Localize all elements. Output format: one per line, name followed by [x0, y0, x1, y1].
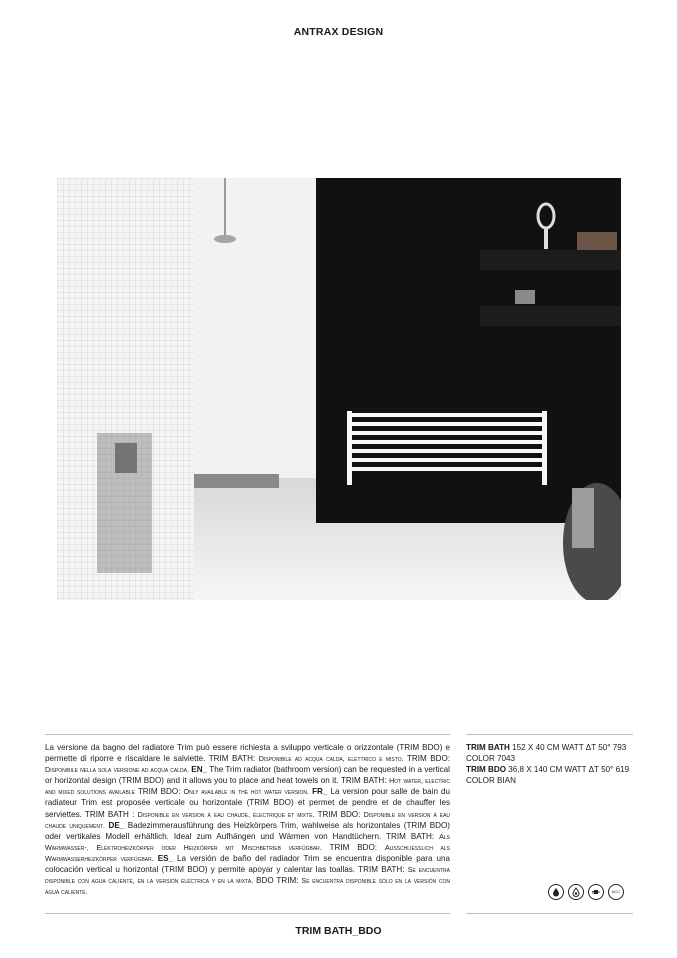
spec-name: TRIM BDO — [466, 765, 507, 775]
water-drop-icon — [548, 884, 564, 900]
spec-detail: 152 X 40 CM WATT ΔT 50° 793 COLOR 7043 — [466, 743, 627, 764]
text-fr-sc2: Disponible en version à eau chaude uniquement. — [45, 809, 451, 830]
text-fr-sc1: Disponible en version à eau chaude, électrique et mixte. — [137, 809, 315, 819]
divider-top-right — [466, 734, 633, 735]
text-es-sc2: Se encuentra disponible sólo en la versión con agua caliente. — [45, 876, 450, 897]
feature-icons — [548, 884, 624, 900]
text-fr: La version pour salle de bain du radiateur Trim est proposée verticale ou horizontale (TRIM BDO) et permet de pendre et de chauffer les serviettes. TRIM BATH : — [45, 787, 451, 819]
brand-title: ANTRAX DESIGN — [293, 26, 384, 38]
hot-water-icon — [568, 884, 584, 900]
spec-item — [466, 764, 646, 786]
text-en: The Trim radiator (bathroom version) can be requested in a vertical or horizontal design (TRIM BDO) and it allows you to place and heat towels on it. TRIM BATH: — [45, 765, 450, 786]
lang-tag-fr: FR_ — [309, 787, 328, 797]
text-fr-mid: TRIM BDO: — [314, 809, 364, 819]
multilingual-description — [45, 742, 450, 897]
bathroom-scene-image — [57, 178, 621, 600]
spec-list — [466, 742, 646, 786]
product-photo — [57, 178, 621, 600]
text-en-sc1: Hot water, electric and mixed solutions available — [45, 776, 450, 797]
model-name: TRIM BATH_BDO — [295, 925, 382, 937]
text-en-mid: TRIM BDO: — [134, 787, 184, 797]
lang-tag-de: DE_ — [104, 820, 125, 830]
divider-top-left — [45, 734, 450, 735]
lang-tag-en: EN_ — [188, 765, 208, 775]
spec-item — [466, 742, 646, 764]
text-de-sc1: Als Warmwasser-, Elektroheizkörper oder Heizkörper mit Mischbetrieb verfügbar. — [45, 831, 450, 852]
divider-bottom-right — [466, 913, 633, 914]
divider-bottom-left — [45, 913, 450, 914]
mixed-supply-label: ACC — [611, 889, 621, 894]
text-de-sc2: Ausschliesslich als Warmwasserheizkörper verfügbar. — [45, 842, 450, 863]
text-it: La versione da bagno del radiatore Trim può essere richiesta a sviluppo verticale o orizzontale (TRIM BDO) e permette di riporre e riscaldare le salviette. TRIM BATH: — [45, 743, 450, 764]
text-en-sc2: Only available in the hot water version. — [183, 787, 310, 797]
text-es: La versión de baño del radiador Trim se encuentra disponible para una colocación vertical u horizontal (TRIM BDO) y permite apoyar y calentar las toallas. TRIM BATH: — [45, 853, 450, 875]
spec-detail: 36,8 X 140 CM WATT ΔT 50° 619 COLOR BIAN — [466, 765, 630, 786]
mixed-supply-icon — [608, 884, 624, 900]
electric-plug-icon — [588, 884, 604, 900]
spec-name: TRIM BATH — [466, 743, 510, 752]
text-it-sc2: Disponibile nella sola versione ad acqua calda. — [45, 765, 189, 775]
text-it-sc1: Disponibile ad acqua calda, elettrico e misto. — [258, 754, 404, 764]
text-es-mid: BDO TRIM: — [253, 876, 302, 886]
text-it-mid: TRIM BDO: — [403, 754, 451, 764]
text-de-mid: TRIM BDO: — [321, 842, 385, 852]
lang-tag-es: ES_ — [153, 853, 174, 863]
text-es-sc1: Se encuentra disponible con agua caliente, en la versión eléctrica y en la mixta. — [45, 865, 450, 886]
text-de: Badezimmerausführung des Heizkörpers Trim, wahlweise als horizontales (TRIM BDO) oder vertikales Modell erhältlich. Ideal zum Aufhängen und Wärmen von Handtüchern. TRIM BATH: — [45, 820, 451, 841]
